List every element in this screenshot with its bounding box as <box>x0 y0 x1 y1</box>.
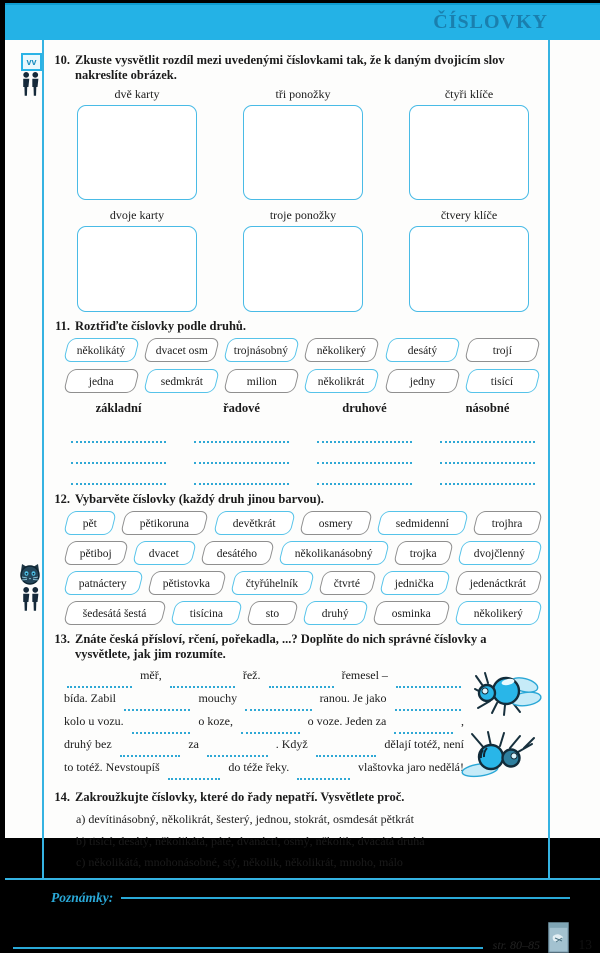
numeral-series-row[interactable]: a) devítinásobný, několikrát, šesterý, jednou, stokrát, osmdesát pětkrát <box>76 812 414 826</box>
exercise-number: 11. <box>55 319 70 333</box>
numeral-chip-label: tisícina <box>189 608 223 620</box>
page-number: 13 <box>578 936 592 952</box>
fly-illustration <box>470 666 542 718</box>
right-margin-gutter <box>550 40 600 878</box>
numeral-chip <box>143 369 220 393</box>
proverb-text: mouchy <box>198 691 238 705</box>
numeral-chip <box>454 571 543 595</box>
write-line[interactable] <box>440 443 536 464</box>
fill-in-blank[interactable] <box>168 767 221 780</box>
fill-in-blank[interactable] <box>67 675 132 688</box>
left-margin-gutter <box>5 40 42 878</box>
exercise-number: 13. <box>54 632 70 646</box>
pair-label: tři ponožky <box>275 87 331 101</box>
numeral-chip-row <box>64 511 542 535</box>
numeral-chip-label: patnáctery <box>79 578 127 590</box>
fill-in-blank[interactable] <box>316 744 377 757</box>
numeral-chip-label: trojí <box>492 345 512 357</box>
numeral-chip <box>63 511 117 535</box>
proverb-text: kolo u vozu. <box>64 714 124 728</box>
numeral-chip-row <box>64 601 542 625</box>
numeral-series-list <box>64 809 542 874</box>
numeral-chip-label: trojka <box>410 548 437 560</box>
fly-illustrations <box>458 666 542 783</box>
numeral-chip-label: čtvrté <box>333 578 360 590</box>
proverb-line <box>64 714 464 737</box>
fill-in-blank[interactable] <box>170 675 235 688</box>
numeral-chip-label: sedmkrát <box>160 376 203 388</box>
fill-in-blank[interactable] <box>120 744 181 757</box>
numeral-chip-label: devětkrát <box>232 518 276 530</box>
proverb-line <box>64 760 464 783</box>
drawing-box[interactable] <box>243 226 363 312</box>
proverbs-block <box>64 666 542 783</box>
numeral-chip <box>246 601 299 625</box>
drawing-box[interactable] <box>77 226 197 312</box>
fill-in-blank[interactable] <box>241 721 300 734</box>
fill-in-blank[interactable] <box>269 675 334 688</box>
exercises-column <box>42 40 550 878</box>
proverb-text: . Když <box>275 737 308 751</box>
proverb-lines <box>64 666 464 783</box>
proverb-text: bída. Zabil <box>64 691 116 705</box>
numeral-chip <box>223 338 300 362</box>
numeral-chip-label: jednička <box>395 578 435 590</box>
notes-label: Poznámky: <box>51 889 114 905</box>
proverb-text: řemesel – <box>341 668 388 682</box>
numeral-chip <box>147 571 227 595</box>
main-frame <box>5 40 600 880</box>
notes-write-line[interactable] <box>121 896 570 899</box>
write-line[interactable] <box>317 464 413 485</box>
numeral-chip <box>302 601 369 625</box>
numeral-chip-rows <box>64 511 542 625</box>
dead-fly-illustration <box>458 726 542 778</box>
write-line[interactable] <box>71 464 167 485</box>
write-line[interactable] <box>194 443 290 464</box>
numeral-chip-label: několikerý <box>473 608 523 620</box>
drawing-pair-cell <box>230 208 376 312</box>
numeral-chip-label: pět <box>82 518 97 530</box>
pair-work-icon <box>20 71 41 97</box>
exercise-number: 12. <box>54 492 70 506</box>
fill-in-blank[interactable] <box>395 698 461 711</box>
numeral-chip <box>303 338 380 362</box>
exercise-number: 14. <box>54 790 70 804</box>
chapter-header-band <box>5 3 600 40</box>
page-footer <box>5 880 600 953</box>
proverb-text: o voze. Jeden za <box>307 714 387 728</box>
numeral-chip-label: desátého <box>216 548 258 560</box>
proverb-text: ranou. Je jako <box>319 691 387 705</box>
numeral-chip <box>223 369 300 393</box>
numeral-chip-label: jedenáctkrát <box>470 578 527 590</box>
proverb-text: o koze, <box>198 714 233 728</box>
proverb-line <box>64 691 464 714</box>
numeral-chip-label: sedmidenní <box>395 518 449 530</box>
proverb-text: , <box>460 714 464 728</box>
numeral-chip-label: pětistovka <box>162 578 210 590</box>
pair-label: čtyři klíče <box>444 87 494 101</box>
numeral-chip <box>454 601 543 625</box>
exercise-title: Zkuste vysvětlit rozdíl mezi uvedenými číslovkami tak, že k daným dvojicím slov nakreslíte obrázek. <box>75 53 505 82</box>
exercise-13 <box>50 632 544 783</box>
drawing-pair-cell <box>396 208 542 312</box>
numeral-chip <box>132 541 196 565</box>
numeral-chip-label: šedesátá šestá <box>82 608 147 620</box>
exercise-title: Zakroužkujte číslovky, které do řady nepatří. Vysvětlete proč. <box>75 790 405 804</box>
numeral-chip-label: pětikoruna <box>140 518 190 530</box>
category-label: základní <box>95 401 142 415</box>
exercise-number: 10. <box>54 53 70 67</box>
write-line[interactable] <box>440 422 536 443</box>
numeral-chip <box>63 541 129 565</box>
numeral-chip-label: desátý <box>407 345 437 357</box>
fill-in-blank[interactable] <box>132 721 191 734</box>
pair-label: dvoje karty <box>109 208 165 222</box>
proverb-text: to totéž. Nevstoupíš <box>64 760 160 774</box>
pair-label: dvě karty <box>114 87 160 101</box>
exercise-11 <box>50 319 544 485</box>
pair-label: troje ponožky <box>269 208 337 222</box>
write-line[interactable] <box>194 422 290 443</box>
fill-in-blank[interactable] <box>394 721 453 734</box>
numeral-chip-label: několikanásobný <box>294 548 373 560</box>
fill-in-blank[interactable] <box>396 675 461 688</box>
exercise-14 <box>50 790 544 874</box>
numeral-chip-label: dvojčlenný <box>474 548 526 560</box>
category-column <box>187 401 296 485</box>
numeral-chip <box>303 369 380 393</box>
write-line[interactable] <box>317 443 413 464</box>
proverb-text: dělají totéž, není <box>384 737 465 751</box>
numeral-chip <box>120 511 209 535</box>
numeral-chip <box>143 338 220 362</box>
exercise-10 <box>50 53 544 312</box>
fill-in-blank[interactable] <box>297 767 350 780</box>
proverb-line <box>64 668 464 691</box>
numeral-chip <box>393 541 454 565</box>
numeral-chip <box>379 571 451 595</box>
numeral-series-row[interactable]: b) tisící, desátý, několikátá, páté, dvanáctí, osmý, několik, dvacátá druhá <box>76 833 425 848</box>
numeral-chip <box>384 369 461 393</box>
cat-icon <box>18 562 42 586</box>
drawing-pair-cell <box>64 208 210 312</box>
textbook-icon <box>548 922 569 953</box>
numeral-chip <box>213 511 296 535</box>
workbook-page <box>5 3 600 952</box>
fill-in-blank[interactable] <box>124 698 190 711</box>
numeral-chip-label: sto <box>265 608 279 620</box>
numeral-chip <box>457 541 543 565</box>
numeral-chip <box>472 511 543 535</box>
write-line[interactable] <box>71 422 167 443</box>
numeral-chip <box>464 369 541 393</box>
drawing-box[interactable] <box>409 105 529 200</box>
proverb-text: řež. <box>242 668 261 682</box>
exercise-title: Znáte česká přísloví, rčení, pořekadla, ...? Doplňte do nich správné číslovky a vysvětlete, jak jim rozumíte. <box>75 632 487 661</box>
numeral-chip-label: trojhra <box>491 518 523 530</box>
numeral-chip-label: druhý <box>321 608 349 620</box>
fill-in-blank[interactable] <box>245 698 311 711</box>
drawing-box[interactable] <box>409 226 529 312</box>
proverb-text: vlaštovka jaro nedělá! <box>358 760 464 774</box>
category-column <box>310 401 419 485</box>
numeral-chip <box>230 571 315 595</box>
category-columns <box>64 401 542 485</box>
category-column <box>64 401 173 485</box>
exercise-title: Vybarvěte číslovky (každý druh jinou barvou). <box>75 492 324 506</box>
numeral-chip <box>464 338 541 362</box>
numeral-chip <box>63 369 140 393</box>
drawing-box[interactable] <box>243 105 363 200</box>
proverb-text: druhý bez <box>64 737 112 751</box>
exercise-12 <box>50 492 544 625</box>
numeral-chip <box>200 541 275 565</box>
proverb-line <box>64 737 464 760</box>
textbook-pages-ref: str. 80–85 <box>492 937 540 952</box>
proverb-text: za <box>188 737 199 751</box>
numeral-chip-label: několikátý <box>77 345 126 357</box>
numeral-chip <box>278 541 390 565</box>
numeral-chips-grid <box>66 338 538 393</box>
numeral-chip-label: čtyřúhelník <box>245 578 299 590</box>
vv-badge-icon <box>21 53 42 71</box>
numeral-chip-label: dvacet osm <box>155 345 208 357</box>
category-column <box>433 401 542 485</box>
exercise-title: Roztřiďte číslovky podle druhů. <box>75 319 246 333</box>
proverb-text: do téže řeky. <box>228 760 290 774</box>
numeral-chip-label: několikerý <box>317 345 367 357</box>
numeral-chip-row <box>64 571 542 595</box>
numeral-chip-row <box>64 541 542 565</box>
numeral-chip <box>299 511 373 535</box>
numeral-chip-label: pětiboj <box>79 548 112 560</box>
numeral-chip-label: tisící <box>490 376 514 388</box>
write-line[interactable] <box>440 464 536 485</box>
category-label: násobné <box>465 401 510 415</box>
numeral-chip <box>318 571 377 595</box>
numeral-chip <box>384 338 461 362</box>
chapter-title: ČÍSLOVKY <box>433 11 548 33</box>
proverb-text: měř, <box>140 668 162 682</box>
numeral-chip-label: trojnásobný <box>234 345 289 357</box>
numeral-chip-label: jedny <box>409 376 435 388</box>
drawing-pair-cell <box>396 87 542 200</box>
vv-badge-label: vv <box>26 57 37 67</box>
notes-write-line[interactable] <box>13 946 483 949</box>
numeral-chip-label: dvacet <box>149 548 180 560</box>
write-line[interactable] <box>194 464 290 485</box>
numeral-chip <box>63 571 144 595</box>
numeral-chip-label: několikrát <box>318 376 366 388</box>
numeral-series-row[interactable]: c) několikátá, mnohonásobné, stý, několik, několikrát, mnoho, málo <box>76 855 403 870</box>
drawing-pair-cell <box>64 87 210 200</box>
numeral-chip-label: osminka <box>391 608 431 620</box>
numeral-chip <box>63 338 140 362</box>
numeral-chip-label: jedna <box>88 376 114 388</box>
drawing-boxes-grid <box>64 87 542 312</box>
numeral-chip-label: osmery <box>318 518 353 530</box>
pair-label: čtvery klíče <box>440 208 498 222</box>
fill-in-blank[interactable] <box>207 744 268 757</box>
drawing-box[interactable] <box>77 105 197 200</box>
category-label: druhové <box>342 401 387 415</box>
pair-work-icon <box>20 586 41 612</box>
category-label: řadové <box>223 401 260 415</box>
numeral-chip <box>372 601 451 625</box>
numeral-chip <box>170 601 243 625</box>
numeral-chip <box>63 601 166 625</box>
numeral-chip <box>376 511 469 535</box>
drawing-pair-cell <box>230 87 376 200</box>
write-line[interactable] <box>317 422 413 443</box>
write-line[interactable] <box>71 443 167 464</box>
numeral-chip-label: milion <box>246 376 277 388</box>
